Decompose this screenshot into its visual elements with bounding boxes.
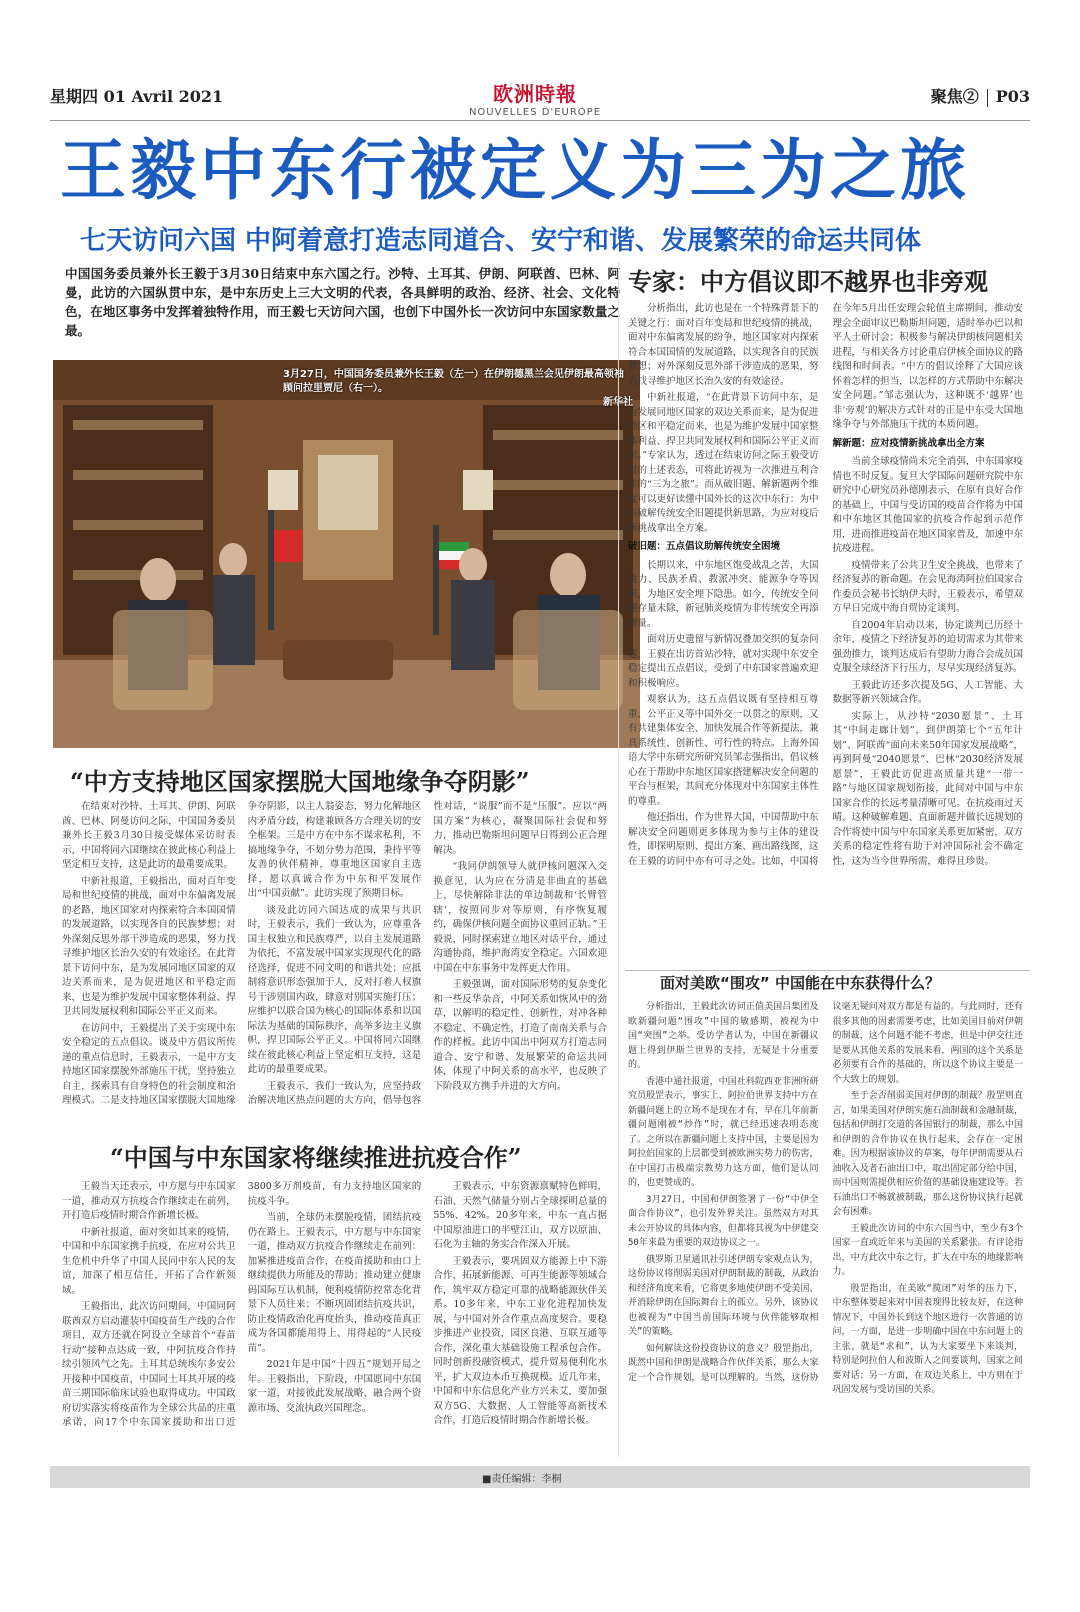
photo-source: 新华社 (603, 397, 633, 408)
section2-body (62, 1180, 607, 1458)
section2-title: “中国与中东国家将继续推进抗疫合作” (110, 1143, 522, 1172)
paragraph: 观察认为，这五点倡议既有坚持相互尊重、公平正义等中国外交一以贯之的原则，又有共建集体安全、加快发展合作等新提法，兼具系统性、创新性、可行性的特点。上海外国语大学中东研究所研究员邹志强指出，倡议核心在于帮助中东地区国家搭建解决安全问题的平台与框架，其间充分体现对中东国家主体性的尊重。 (628, 694, 819, 807)
paragraph: 在访问中，王毅提出了关于实现中东安全稳定的五点倡议。谈及中方倡议所传递的重点信息时，王毅表示，一是中方支持地区国家摆脱外部施压干扰，坚持独立自主，探索具有自身特色的社会制度和治理模式。二是支持地区国家摆脱大国地缘争夺阴影，以主人翁姿态，努力化解地区内矛盾分歧，构建兼顾各方合理关切的安全框架。三是中方在中东不谋求私利，不搞地缘争夺，不划分势力范围，秉持平等友善的伙伴精神，尊重地区国家自主选择，愿以真诚合作为中东和平发展作出“中国贡献”。此访实现了预期目标。 (62, 801, 422, 1106)
paragraph: 疫情带来了公共卫生安全挑战，也带来了经济复苏的新命题。在会见海湾阿拉伯国家合作委员会秘书长纳伊夫时，王毅表示，希望双方早日完成中海自贸协定谈判。 (832, 559, 1023, 614)
paragraph: 他还指出，作为世界大国，中国帮助中东解决安全问题则更多体现为参与主体的建设性，即探明原则、提出方案、画出路线图，这在王毅的访问中亦有可寻之处。比如，中国将在今年5月出任安理会轮值主席期间，推动安理会全面审议巴勒斯坦问题，适时举办巴以和平人士研讨会；积极参与解决伊朗核问题相关进程，与相关各方讨论重启伊核全面协议的路线图和时间表。“中方的倡议诠释了大国应该怀着怎样的担当，以怎样的方式帮助中东解决安全问题。”邹志强认为，这种既不‘越界’也非‘旁观’的解决方式针对的正是中东受大国地缘争夺与外部施压干扰的本质问题。 (628, 303, 1023, 867)
paragraph: “我同伊朗领导人就伊核问题深入交换意见，认为应在分清是非曲直的基础上，尽快解除非法的单边制裁和‘长臂管辖’，按照同步对等原则，有序恢复履约，确保伊核问题全面协议重回正轨。”王毅说，同时探索建立地区对话平台，通过沟通协商，维护海湾安全稳定。六国欢迎中国在中东事务中发挥更大作用。 (433, 861, 607, 974)
section1-body (62, 800, 607, 1120)
expert-body (628, 302, 1023, 962)
newspaper-logo (465, 78, 605, 118)
paragraph: 王毅此访还多次提及5G、人工智能、大数据等新兴领域合作。 (832, 679, 1023, 705)
page-number: P03 (995, 87, 1030, 106)
paragraph: 王毅当天还表示，中方愿与中东国家一道，推动双方抗疫合作继续走在前列，开打造后疫情时期合作新增长极。 (62, 1181, 236, 1221)
paragraph: 中新社报道，面对突如其来的疫情，中国和中东国家携手抗疫，在应对公共卫生危机中升华了中国人民同中东人民的友谊，加深了相互信任，开拓了合作新领域。 (62, 1226, 236, 1296)
paragraph: 王毅强调，面对国际形势的复杂变化和一些反华杂音，中阿关系如恢风中的劲草，以解明的稳定性、创新性，对冲各种不稳定、不确定性，打造了南南关系与合作的样板。此访中国出中阿双方打造志同道合、安宁和谐、发展繁荣的命运共同体，体现了中阿关系的高水平，也反映了下阶段双方携手并进的大方向。 (433, 979, 607, 1092)
section-page-label (931, 84, 1030, 107)
photo-caption (283, 368, 633, 410)
paragraph: 3月27日，中国和伊朗签署了一份“中伊全面合作协议”，也引发外界关注。虽然双方对其未公开协议的具体内容，但都将其视为中伊建交50年来最为重要的双边协议之一。 (628, 1194, 819, 1248)
paragraph: 分析指出，王毅此次访问正值美国吕集团及欧新疆问题“围攻”中国的敏感期，被视为中国“突围”之举。受访学者认为，中国在新疆议题上得到伊斯兰世界的支持，无疑是十分重要的。 (628, 1002, 819, 1070)
column-divider (618, 262, 619, 1457)
subheadline: 七天访问六国 中阿着意打造志同道合、安宁和谐、发展繁荣的命运共同体 (80, 226, 922, 256)
editor-credit: ■责任编辑：李桐 (482, 1474, 562, 1485)
section1-title: “中方支持地区国家摆脱大国地缘争夺阴影” (70, 767, 530, 796)
paragraph: 如何解读这份投资协议的意义？殷罡指出，既然中国和伊朗是战略合作伙伴关系，那么大家定一个合作规划，是可以理解的。当然，这份协议毫无疑问对双方都是有益的。与此同时，还有很多其他的因素需要考虑，比如美国目前对伊朝的制裁，这个问题不能不考虑，但是中伊交往还是要从其他关系的发展来看，两国的这个关系是必须要有合作的基础的，所以这个协议主要是一个大致上的规划。 (628, 1002, 1023, 1383)
paragraph: 王毅表示，中东资源禀赋特色鲜明，石油、天然气储量分别占全球探明总量的55%、42%。20多年来，中东一直占据中国原油进口的半壁江山，双方以原油、石化为主轴的务实合作深入开展。 (433, 1181, 607, 1250)
issue-date: 星期四 01 Avril 2021 (50, 87, 224, 106)
section-rule (625, 970, 1030, 971)
expert-section-title: 专家：中方倡议即不越界也非旁观 (628, 267, 988, 296)
page-header (50, 78, 1030, 118)
lead-paragraph: 中国国务委员兼外长王毅于3月30日结束中东六国之行。沙特、土耳其、伊朗、阿联酋、巴林、阿曼，此访的六国纵贯中东，是中东历史上三大文明的代表，各具鲜明的政治、经济、社会、文化特色，在地区事务中发挥着独特作用，而王毅七天访问六国，也创下中国外长一次访问中东国家数量之最。 (65, 266, 620, 338)
paragraph: 俄罗斯卫星通讯社引述伊朗专家观点认为，这份协议将削弱美国对伊朗制裁的制裁，从政治和经济角度来看，它将更多地使伊朗不受美国、并消除伊朗在国际舞台上的孤立。另外，该协议也被视为“中国当前国际环境与伙伴能够取相关”的策略。 (628, 1254, 819, 1337)
paragraph: 面对历史遗留与新情况叠加交织的复杂问题，王毅在出访首站沙特，就对实现中东安全稳定提出五点倡议，受到了中东国家普遍欢迎和积极响应。 (628, 634, 819, 689)
paragraph: 中新社报道，王毅指出，面对百年变局和世纪疫情的挑战，面对中东偏离发展的老路，地区国家对内探索符合本国国情的发展道路，以实现各自的民族梦想；对外深刻反思外部干涉造成的恶果，努力找寻维护地区长治久安的有效途径。在此背景下访问中东，是为发展同地区国家的双边关系而来，是为促进地区和平稳定而来，也是为维护发展中国家整体利益、捍卫共同发展权利和国际公平正义而来。 (62, 875, 236, 1017)
paragraph: 自2004年启动以来，协定谈判已历经十余年，疫情之下经济复苏的迫切需求为其带来强劲推力，谈判达成后有望助力海合会成员国克服全球经济下行压力，尽早实现经济复苏。 (832, 619, 1023, 674)
caption-text: 3月27日，中国国务委员兼外长王毅（左一）在伊朗德黑兰会见伊朗最高领袖顾问拉里贾尼（右一）。 (283, 369, 624, 394)
paragraph: 王毅此次访问的中东六国当中，至少有3个国家一直或近年来与美国的关系紧张。有评论指出，中方此次中东之行，扩大在中东的地缘影响力。 (832, 1223, 1023, 1277)
section-name: 聚焦② (930, 87, 979, 106)
paragraph: 王毅指出，此次访问期间，中国同阿联酋双方启动灌装中国疫苗生产线的合作项目，双方还就在阿设立全球首个“春苗行动”接种点达成一致，中阿抗疫合作持续引领风气之先。土耳其总统埃尔多安公开接种中国疫苗，中国同土耳其开展的疫苗三期国际临床试验也取得成功。中国政府切实落实将疫苗作为全球公共品的庄重承诺，向17个中东国家援助和出口近3800多万剂疫苗，有力支持地区国家的抗疫斗争。 (62, 1181, 422, 1428)
paragraph: 当前，全球仍未摆脱疫情，团结抗疫仍在路上。王毅表示，中方愿与中东国家一道，推动双方抗疫合作继续走在前列：加紧推进疫苗合作，在疫苗援助和由口上继续提供力所能及的帮助；推动建立健康码国际互认机制，便利疫情防控常态化背景下人员往来；不断巩固团结抗疫共识，防止疫情政治化再度抬头，推动疫苗真正成为各国都能用得上、用得起的“人民疫苗”。 (247, 1212, 422, 1354)
paragraph: 王毅表示，要巩固双方能源上中下游合作，拓展新能源、可再生能源等领域合作，筑牢双方稳定可靠的战略能源伙伴关系。10多年来，中东工业化进程加快发展，与中国对外合作重点高度契合。要稳步推进产业投资，园区良港、互联互通等合作，深化重大基础设施工程承包合作。同时创新投融资模式，提升贸易便利化水平，扩大双边本币互换规模。近几年来，中国和中东信息化产业方兴未艾，要加强双方5G、大数据、人工智能等高新技术合作，打造后疫情时期合作新增长极。 (433, 1255, 607, 1426)
paragraph: 实际上，从沙特“2030愿景”、土耳其“中间走廊计划”，到伊朗第七个“五年计划”、阿联酋“面向未来50年国家发展战略”，再到阿曼“2040愿景”、巴林“2030经济发展愿景”，王毅此访促进高质量共建“一带一路”与地区国家规划衔接，此间对中国与中东国家合作的长远考量清晰可见。在抗疫雨过天晴、这种破解难题、直面新题并做长远规划的合作将使中国与中东国家关系更加紧密，双方关系的稳定性将有助于对冲国际社会不确定性，这为当今世界所需，难得且珍贵。 (832, 710, 1023, 867)
paragraph: 在结束对沙特、土耳其、伊朗、阿联酋、巴林、阿曼访问之际，中国国务委员兼外长王毅3月30日接受媒体采访时表示，中国将同六国继续在彼此核心利益上坚定相互支持，这是此访的最重要成果。 (62, 801, 236, 870)
footer-bar (50, 1466, 1030, 1488)
paragraph: 中新社报道，“在此背景下访问中东，是为发展同地区国家的双边关系而来，是为促进地区和平稳定而来，也是为维护发展中国家整体利益、捍卫共同发展权利和国际公平正义而来。”专家认为，透过在结束访问之际王毅受访时的上述表态，可将此访视为一次推进互利合作的“三为之旅”。而从破旧题、解新题两个维度可以更好读懂中国外长的这次中东行：为中东破解传统安全旧题提供新思路，为应对疫后新挑战拿出全方案。 (628, 392, 819, 534)
meeting-photo-illustration (53, 360, 640, 748)
header-rule (50, 120, 1030, 121)
paragraph: 至于会否削弱美国对伊朗的制裁？殷罡则直言，如果美国对伊朗实施石油制裁和金融制裁，包括和伊朗打交道的各国银行的制裁，那么中国和伊朗的合作协议在执行起来，会存在一定困难。因为根据该协议的草案，每年伊朗需要从石油收入及者石油出口中，取出固定部分给中国，而中国则需提供相应价值的基础设施建设等。若石油出口不畅就被制裁，那么这份协议执行起就会有困难。 (832, 1091, 1023, 1217)
question-section-title: 面对美欧“围攻” 中国能在中东获得什么？ (660, 974, 940, 992)
question-body (628, 1000, 1023, 1458)
headline: 王毅中东行被定义为三为之旅 (60, 131, 970, 209)
paragraph: 王毅表示，我们一致认为，应坚持政治解决地区热点问题的大方向，倡导包容性对话，“说服”而不是“压服”。应以“两国方案”为核心，凝聚国际社会促和努力，推动巴勒斯坦问题早日得到公正合理解决。 (247, 801, 607, 1106)
paragraph: 殷罡指出，在美欧“揽闭”对华的压力下，中东整体要起来对中国表现得比较友好，在这种情况下，中国外长到这个地区进行一次普通的访问，一方面，是进一步明确中国在中东问题上的主张，就是“求和”，认为大家要坐下来谈判，特别是阿拉伯人和波斯人之间要谈判，国家之间要对话；另一方面，在双边关系上，中方则在于巩固发展与受访国的关系。 (832, 1283, 1023, 1395)
paragraph: 长期以来，中东地区饱受战乱之苦，大国角力、民族矛盾、教派冲突、能源争夺等因素，为地区安全埋下隐患。如今，传统安全问题存量未除，新冠肺炎疫情为非传统安全再添增量。 (628, 559, 819, 629)
paragraph: 分析指出，此访也是在一个特殊背景下的关键之行：面对百年变局和世纪疫情的挑战，面对中东偏离发展的纷争，地区国家对内探索符合本国国情的发展道路，以实现各自的民族梦想；对外深刻反思外部干涉造成的恶果，努力找寻维护地区长治久安的有效途径。 (628, 303, 819, 387)
paragraph: 香港中通社报道，中国社科院西亚非洲所研究员殷罡表示，事实上，阿拉伯世界支持中方在新疆问题上的立场不是现在才有，早在几年前新疆问题刚被“炒作”时，就已经迅速表明态度了。之所以在新疆问题上支持中国，主要是因为阿拉伯国家的上层都受到被欧洲实势力的伤害，在中国打击极端宗教势力这方面，他们是认同的，也更赞成的。 (628, 1076, 819, 1188)
paragraph: 2021年是中国“十四五”规划开局之年。王毅指出，下阶段，中国愿同中东国家一道，对接彼此发展战略、融合两个资源市场、交流执政兴国理念。 (247, 1359, 422, 1414)
logo-french: NOUVELLES D'EUROPE (468, 107, 602, 118)
divider (987, 89, 988, 107)
expert-subtitle-1: 破旧题：五点倡议助解传统安全困境 (628, 541, 781, 552)
logo-chinese: 欧洲時報 (493, 82, 577, 106)
expert-subtitle-2: 解新题：应对疫情新挑战拿出全方案 (832, 437, 985, 449)
news-photo (53, 360, 640, 748)
paragraph: 谈及此访同六国达成的成果与共识时，王毅表示，我们一致认为，应尊重各国主权独立和民族尊严，以自主发展道路为依托，不富发展中国家实现现代化的路径选择，促进不同文明的和谐共处；应抵制将意识形态强加于人，反对打着人权旗号干涉别国内政，肆意对别国实施打压；应维护以联合国为核心的国际体系和以国际法为基础的国际秩序，高举多边主义旗帜，捍卫国际公平正义。中国将同六国继续在彼此核心利益上坚定相互支持，这是此访的最重要成果。 (247, 904, 422, 1075)
paragraph: 当前全球疫情尚未完全消弭，中东国家疫情也不时反复。复旦大学国际问题研究院中东研究中心研究员孙德刚表示，在原有良好合作的基础上，中国与受访国的疫苗合作将为中国和中东地区其他国家的抗疫合作起到示范作用，进而推进疫苗在地区国家普及，加速中东抗疫进程。 (832, 456, 1023, 554)
